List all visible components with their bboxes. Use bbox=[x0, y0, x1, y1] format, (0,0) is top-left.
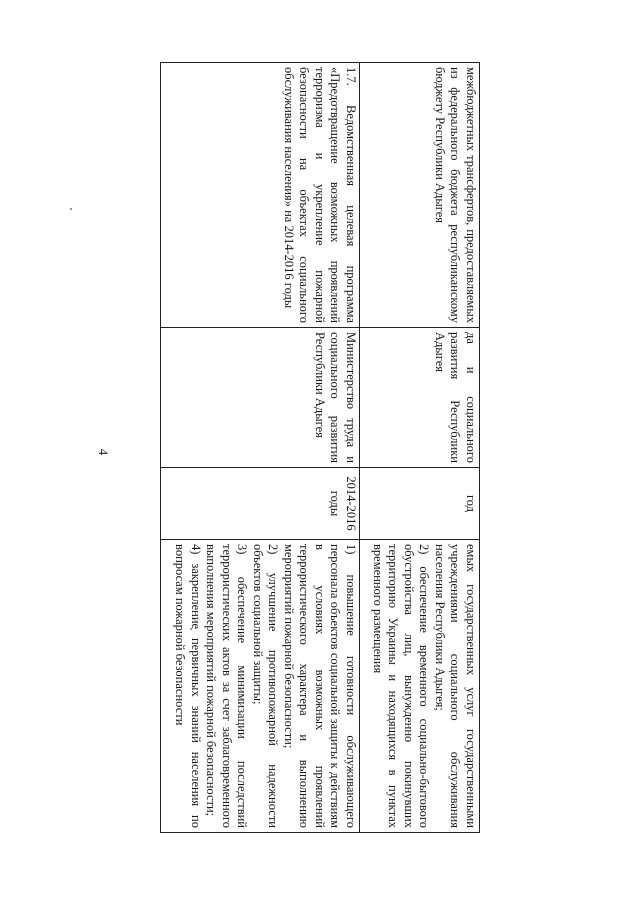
executor-cell: Министерство труда и социального развития Республики Адыгея bbox=[161, 328, 360, 468]
results-cell bbox=[360, 540, 480, 833]
result-item: 3) обеспечение минимизации последствий террористических актов за счет заблаговременного выполнения мероприятий пожарной безопасности; bbox=[204, 544, 250, 828]
period-cell: 2014-2016 годы bbox=[161, 468, 360, 540]
result-item: 1) повышение готовности обслуживающего персонала объектов социальной защиты к действиям в условиях возможных проявлений террористического характера и выполнению мероприятий пожарной безопасности; bbox=[282, 544, 358, 828]
period-cell: год bbox=[360, 468, 480, 540]
result-item: 4) закрепление первичных знаний населения по вопросам пожарной безопасности bbox=[173, 544, 203, 828]
rotated-table-container bbox=[160, 62, 480, 832]
scan-speck bbox=[70, 208, 72, 210]
program-cell: межбюджетных трансфертов, предоставляемых из федерального бюджета республиканскому бюджету Республики Адыгея bbox=[360, 63, 480, 328]
result-item: 2) обеспечение временного социально-бытового обустройства лиц, вынужденно покинувших территорию Украины и находящихся в пунктах временного размещения bbox=[371, 544, 432, 828]
table-row bbox=[360, 63, 480, 833]
program-table bbox=[160, 62, 480, 833]
page-number: 4 bbox=[96, 448, 111, 456]
result-item: 2) улучшение противопожарной надежности объектов социальной защиты; bbox=[251, 544, 281, 828]
results-cell bbox=[161, 540, 360, 833]
program-cell: 1.7. Ведомственная целевая программа «Предотвращение возможных проявлений терроризма и укрепление пожарной безопасности на объектах социального обслуживания населения» на 2014-2016 годы bbox=[161, 63, 360, 328]
executor-cell: да и социального развития Республики Адыгея bbox=[360, 328, 480, 468]
result-item: емых государственных услуг государственными учреждениями социального обслуживания населения Республики Адыгея; bbox=[433, 544, 478, 828]
table-row bbox=[161, 63, 360, 833]
